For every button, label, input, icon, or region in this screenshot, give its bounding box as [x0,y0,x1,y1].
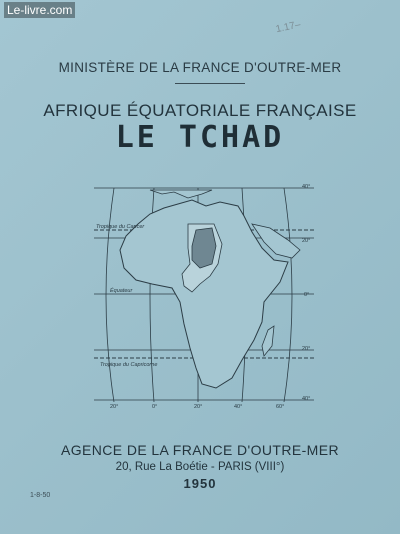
meridian-line [284,188,292,402]
lat-label: 0° [304,292,310,298]
region-heading: AFRIQUE ÉQUATORIALE FRANÇAISE [43,101,357,120]
lat-label: 40° [302,184,311,190]
lon-label: 0° [152,404,158,410]
madagascar-outline [262,326,274,356]
print-code: 1-8-50 [30,492,51,499]
lon-label: 40° [234,404,243,410]
lon-label: 20° [110,404,119,410]
divider [175,83,245,84]
europe-outline [150,190,212,198]
ministry-heading: MINISTÈRE DE LA FRANCE D'OUTRE-MER [58,60,342,75]
publisher-name: AGENCE DE LA FRANCE D'OUTRE-MER [61,442,339,458]
tropic-cancer-label: Tropique du Cancer [96,224,145,230]
tropic-capricorn-label: Tropique du Capricorne [100,362,158,368]
watermark: Le-livre.com [4,2,75,18]
publisher-address: 20, Rue La Boétie - PARIS (VIII°) [115,461,285,473]
page-title: LE TCHAD [115,120,285,155]
lat-label: 20° [302,346,311,352]
lon-label: 20° [194,404,203,410]
chad-territory [192,228,216,268]
pencil-annotation: 1.17– [274,19,302,36]
africa-map [92,184,324,410]
lat-label: 20° [302,238,311,244]
publication-year: 1950 [183,476,217,491]
lon-label: 60° [276,404,285,410]
map-graphic [92,184,324,410]
meridian-line [106,188,114,402]
lat-label: 40° [302,396,311,402]
equator-label: Équateur [110,288,133,294]
